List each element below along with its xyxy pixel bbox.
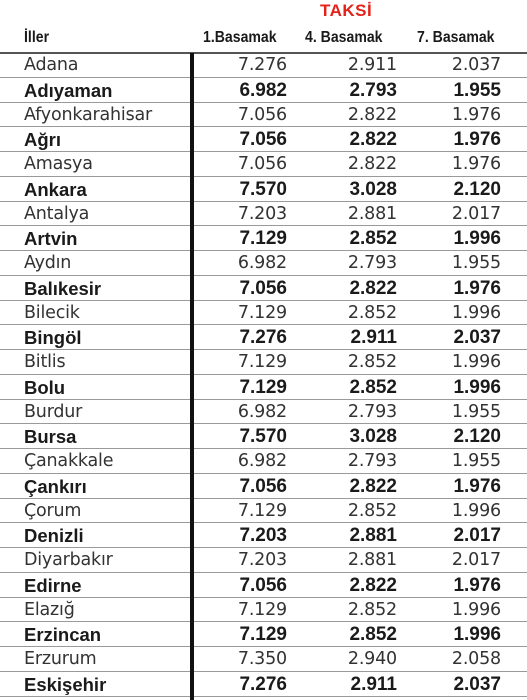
fare-step-7: 1.996 <box>451 352 501 372</box>
fare-step-7: 2.120 <box>453 426 501 448</box>
fare-step-1: 7.056 <box>237 104 287 125</box>
fare-step-7: 1.955 <box>451 401 501 422</box>
fare-step-4: 2.793 <box>347 451 397 471</box>
fare-step-4: 2.793 <box>347 253 397 273</box>
header-col2: 4. Basamak <box>305 29 383 46</box>
fare-step-4: 2.793 <box>347 401 397 422</box>
fare-step-1: 7.350 <box>237 649 287 669</box>
fare-step-1: 6.982 <box>237 451 287 471</box>
header-city: İller <box>24 29 50 46</box>
fare-step-7: 1.955 <box>451 451 501 471</box>
table-row <box>0 598 527 623</box>
table-row <box>0 226 527 251</box>
table-row <box>0 375 527 400</box>
city-name: Erzincan <box>24 624 102 646</box>
fare-step-4: 2.822 <box>349 129 397 151</box>
table-row <box>0 152 527 177</box>
city-name: Edirne <box>24 574 82 596</box>
table-header <box>0 26 527 52</box>
fare-step-7: 1.996 <box>451 599 501 620</box>
table-row <box>0 573 527 598</box>
table-row <box>0 202 527 227</box>
city-name: Erzurum <box>24 649 97 669</box>
fare-step-7: 2.017 <box>451 550 501 570</box>
fare-step-1: 7.129 <box>237 500 287 521</box>
fare-step-1: 6.982 <box>239 79 287 101</box>
fare-step-4: 2.881 <box>349 525 397 547</box>
fare-step-7: 1.976 <box>451 104 501 125</box>
fare-table <box>0 53 527 697</box>
city-name: Diyarbakır <box>24 550 113 570</box>
city-name: Adıyaman <box>24 79 113 101</box>
fare-step-4: 2.911 <box>350 673 397 695</box>
table-row <box>0 548 527 573</box>
table-row <box>0 672 527 697</box>
fare-step-7: 1.976 <box>453 574 501 596</box>
table-row <box>0 350 527 375</box>
fare-step-7: 1.976 <box>451 154 501 174</box>
city-name: Çanakkale <box>24 451 114 471</box>
fare-step-4: 3.028 <box>349 426 397 448</box>
fare-step-4: 2.852 <box>347 599 397 620</box>
table-row <box>0 647 527 672</box>
fare-step-4: 2.822 <box>349 475 397 497</box>
fare-step-1: 7.056 <box>237 154 287 174</box>
fare-step-7: 2.037 <box>453 327 501 349</box>
city-name: Elazığ <box>24 599 75 620</box>
fare-step-4: 2.852 <box>347 352 397 372</box>
page-title: TAKSİ <box>320 1 373 20</box>
table-row <box>0 499 527 524</box>
fare-step-7: 1.955 <box>453 79 501 101</box>
fare-step-1: 7.129 <box>239 228 287 250</box>
table-row <box>0 276 527 301</box>
fare-step-7: 2.058 <box>451 649 501 669</box>
city-name: Eskişehir <box>24 673 107 695</box>
column-divider <box>190 53 194 700</box>
table-row <box>0 177 527 202</box>
fare-step-7: 1.996 <box>453 624 501 646</box>
fare-step-1: 7.129 <box>237 352 287 372</box>
fare-step-1: 7.203 <box>237 203 287 224</box>
table-row <box>0 301 527 326</box>
fare-step-4: 2.852 <box>349 376 397 398</box>
fare-step-1: 7.570 <box>239 426 287 448</box>
city-name: Antalya <box>24 203 90 224</box>
fare-step-7: 2.037 <box>453 673 501 695</box>
fare-step-7: 1.996 <box>453 376 501 398</box>
fare-step-7: 2.017 <box>451 203 501 224</box>
city-name: Bingöl <box>24 327 82 349</box>
city-name: Balıkesir <box>24 277 102 299</box>
city-name: Bursa <box>24 426 77 448</box>
table-row <box>0 474 527 499</box>
fare-step-1: 7.570 <box>239 178 287 200</box>
fare-step-4: 2.852 <box>349 624 397 646</box>
fare-step-4: 2.852 <box>349 228 397 250</box>
fare-step-7: 1.996 <box>453 228 501 250</box>
city-name: Ankara <box>24 178 87 200</box>
table-row <box>0 127 527 152</box>
fare-step-1: 7.129 <box>237 302 287 323</box>
title-bar <box>0 0 527 24</box>
city-name: Çorum <box>24 500 82 521</box>
fare-step-1: 7.129 <box>237 599 287 620</box>
fare-step-7: 2.017 <box>453 525 501 547</box>
city-name: Bolu <box>24 376 66 398</box>
fare-step-1: 7.276 <box>239 327 287 349</box>
fare-step-1: 7.056 <box>239 574 287 596</box>
fare-step-1: 7.056 <box>239 129 287 151</box>
fare-step-4: 2.881 <box>347 203 397 224</box>
fare-step-4: 2.852 <box>347 302 397 323</box>
city-name: Artvin <box>24 228 78 250</box>
fare-step-1: 7.129 <box>239 624 287 646</box>
fare-step-4: 2.793 <box>349 79 397 101</box>
city-name: Denizli <box>24 525 84 547</box>
fare-step-1: 7.129 <box>239 376 287 398</box>
fare-step-1: 7.056 <box>239 475 287 497</box>
fare-step-1: 7.276 <box>239 673 287 695</box>
fare-step-7: 1.976 <box>453 129 501 151</box>
fare-step-4: 3.028 <box>349 178 397 200</box>
table-row <box>0 78 527 103</box>
fare-step-4: 2.822 <box>347 104 397 125</box>
city-name: Aydın <box>24 253 72 273</box>
city-name: Adana <box>24 55 79 75</box>
fare-step-4: 2.911 <box>350 327 397 349</box>
table-row <box>0 424 527 449</box>
fare-step-7: 2.037 <box>451 55 501 75</box>
fare-step-1: 6.982 <box>237 253 287 273</box>
table-row <box>0 622 527 647</box>
fare-step-1: 7.056 <box>239 277 287 299</box>
table-row <box>0 400 527 425</box>
city-name: Burdur <box>24 401 83 422</box>
fare-step-7: 1.996 <box>451 500 501 521</box>
city-name: Ağrı <box>24 129 61 151</box>
city-name: Afyonkarahisar <box>24 104 153 125</box>
table-row <box>0 53 527 78</box>
table-row <box>0 523 527 548</box>
fare-step-1: 7.203 <box>237 550 287 570</box>
fare-step-7: 1.976 <box>453 277 501 299</box>
city-name: Çankırı <box>24 475 87 497</box>
fare-step-4: 2.822 <box>349 574 397 596</box>
fare-step-4: 2.940 <box>347 649 397 669</box>
fare-step-1: 7.276 <box>237 55 287 75</box>
fare-step-7: 2.120 <box>453 178 501 200</box>
fare-step-4: 2.822 <box>347 154 397 174</box>
fare-step-1: 7.203 <box>239 525 287 547</box>
fare-step-4: 2.911 <box>347 55 397 75</box>
header-col3: 7. Basamak <box>417 29 495 46</box>
table-row <box>0 103 527 128</box>
city-name: Bitlis <box>24 352 66 372</box>
fare-step-4: 2.881 <box>347 550 397 570</box>
table-row <box>0 325 527 350</box>
fare-step-4: 2.822 <box>349 277 397 299</box>
table-row <box>0 251 527 276</box>
fare-step-4: 2.852 <box>347 500 397 521</box>
city-name: Bilecik <box>24 302 80 323</box>
fare-step-7: 1.996 <box>451 302 501 323</box>
table-row <box>0 449 527 474</box>
header-col1: 1.Basamak <box>203 29 277 46</box>
fare-step-7: 1.955 <box>451 253 501 273</box>
fare-step-7: 1.976 <box>453 475 501 497</box>
fare-step-1: 6.982 <box>237 401 287 422</box>
city-name: Amasya <box>24 154 93 174</box>
